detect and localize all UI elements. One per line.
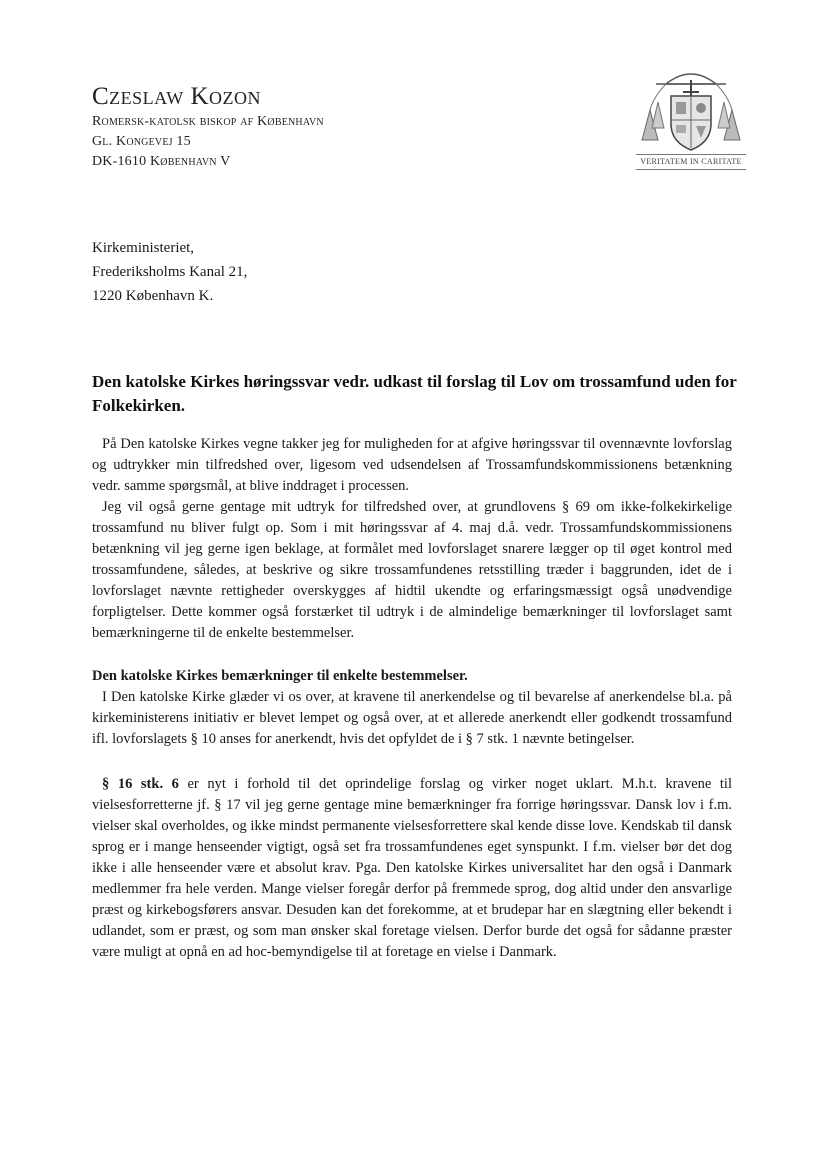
letter-title: Den katolske Kirkes høringssvar vedr. udkast til forslag til Lov om trossamfund uden for Folkekirken.: [92, 372, 737, 415]
coat-of-arms: [636, 62, 746, 182]
recipient-street: Frederiksholms Kanal 21,: [92, 264, 248, 280]
recipient-name: Kirkeministeriet,: [92, 240, 195, 256]
paragraph-section-16-text: er nyt i forhold til det oprindelige forslag og virker noget uklart. M.h.t. kravene til vielsesforretterne jf. § 17 vil jeg gerne gentage mine bemærkninger fra forrige høringssvar. Dansk lov i f.m. vielser skal overholdes, og ikke mindst permanente vielsesforrettere skal kende disse love. Kendskab til dansk sprog er i mange henseender vigtigt, også set fra trossamfundenes eget synspunkt. I f.m. vielser bør det dog ikke i alle henseender være et absolut krav. Pga. Den katolske Kirkes universalitet har den også i Danmark medlemmer fra hele verden. Mange vielser foregår derfor på fremmede sprog, dog altid under den ansvarlige præst og kirkebogsførers ansvar. Desuden kan det forekomme, at et brudepar har en slægtning eller bekendt i udlandet, som er præst, og som man ønsker skal foretage vielsen. Derfor burde det også for sådanne præster være muligt at opnå en ad hoc-bemyndigelse til at foretage en vielse i Danmark.: [92, 776, 732, 960]
crest-motto: VERITATEM IN CARITATE: [636, 154, 746, 170]
section-heading: Den katolske Kirkes bemærkninger til enkelte bestemmelser.: [92, 668, 468, 684]
paragraph-grundlov: Jeg vil også gerne gentage mit udtryk for tilfredshed over, at grundlovens § 69 om ikke-folkekirkelige trossamfund nu bliver fulgt op. Som i mit høringssvar af 4. maj d.å. vedr. Trossamfundskommissionens betænkning vil jeg gerne igen beklage, at formålet med lovforslaget snarere lægger op til øget kontrol med trossamfundene, således, at beskrive og sikre trossamfundenes retsstilling træder i baggrunden, idet de i lovforslaget nævnte rettigheder overskygges af hidtil ukendte og erfaringsmæssigt også unødvendige forpligtelser. Dette kommer også forstærket til udtryk i de almindelige bemærkninger til lovforslaget samt bemærkningerne til de enkelte bestemmelser.: [92, 499, 732, 641]
bishop-name: Czeslaw Kozon: [92, 83, 262, 110]
recipient-address: [92, 236, 492, 308]
postal-address: DK-1610 København V: [92, 154, 231, 169]
letter-body: [92, 434, 732, 963]
street-address: Gl. Kongevej 15: [92, 134, 191, 149]
paragraph-intro: På Den katolske Kirkes vegne takker jeg for muligheden for at afgive høringssvar til ovennævnte lovforslag og udtrykker min tilfredshed over, ligesom ved udsendelsen af Trossamfundskommissionens betænkning vedr. samme spørgsmål, at blive inddraget i processen.: [92, 436, 732, 494]
coat-of-arms-icon: [636, 62, 746, 154]
section-reference: § 16 stk. 6: [102, 776, 179, 792]
bishop-title: Romersk-katolsk biskop af København: [92, 114, 324, 129]
letterhead: [92, 82, 512, 172]
recipient-city: 1220 København K.: [92, 288, 214, 304]
paragraph-recognition: I Den katolske Kirke glæder vi os over, at kravene til anerkendelse og til bevarelse af anerkendelse bl.a. på kirkeministerens initiativ er blevet lempet og også over, at et allerede anerkendt eller godkendt trossamfund ifl. lovforslagets § 10 anses for anerkendt, hvis det opfyldet de i § 7 stk. 1 nævnte betingelser.: [92, 689, 732, 747]
paragraph-section-16: [92, 774, 732, 963]
